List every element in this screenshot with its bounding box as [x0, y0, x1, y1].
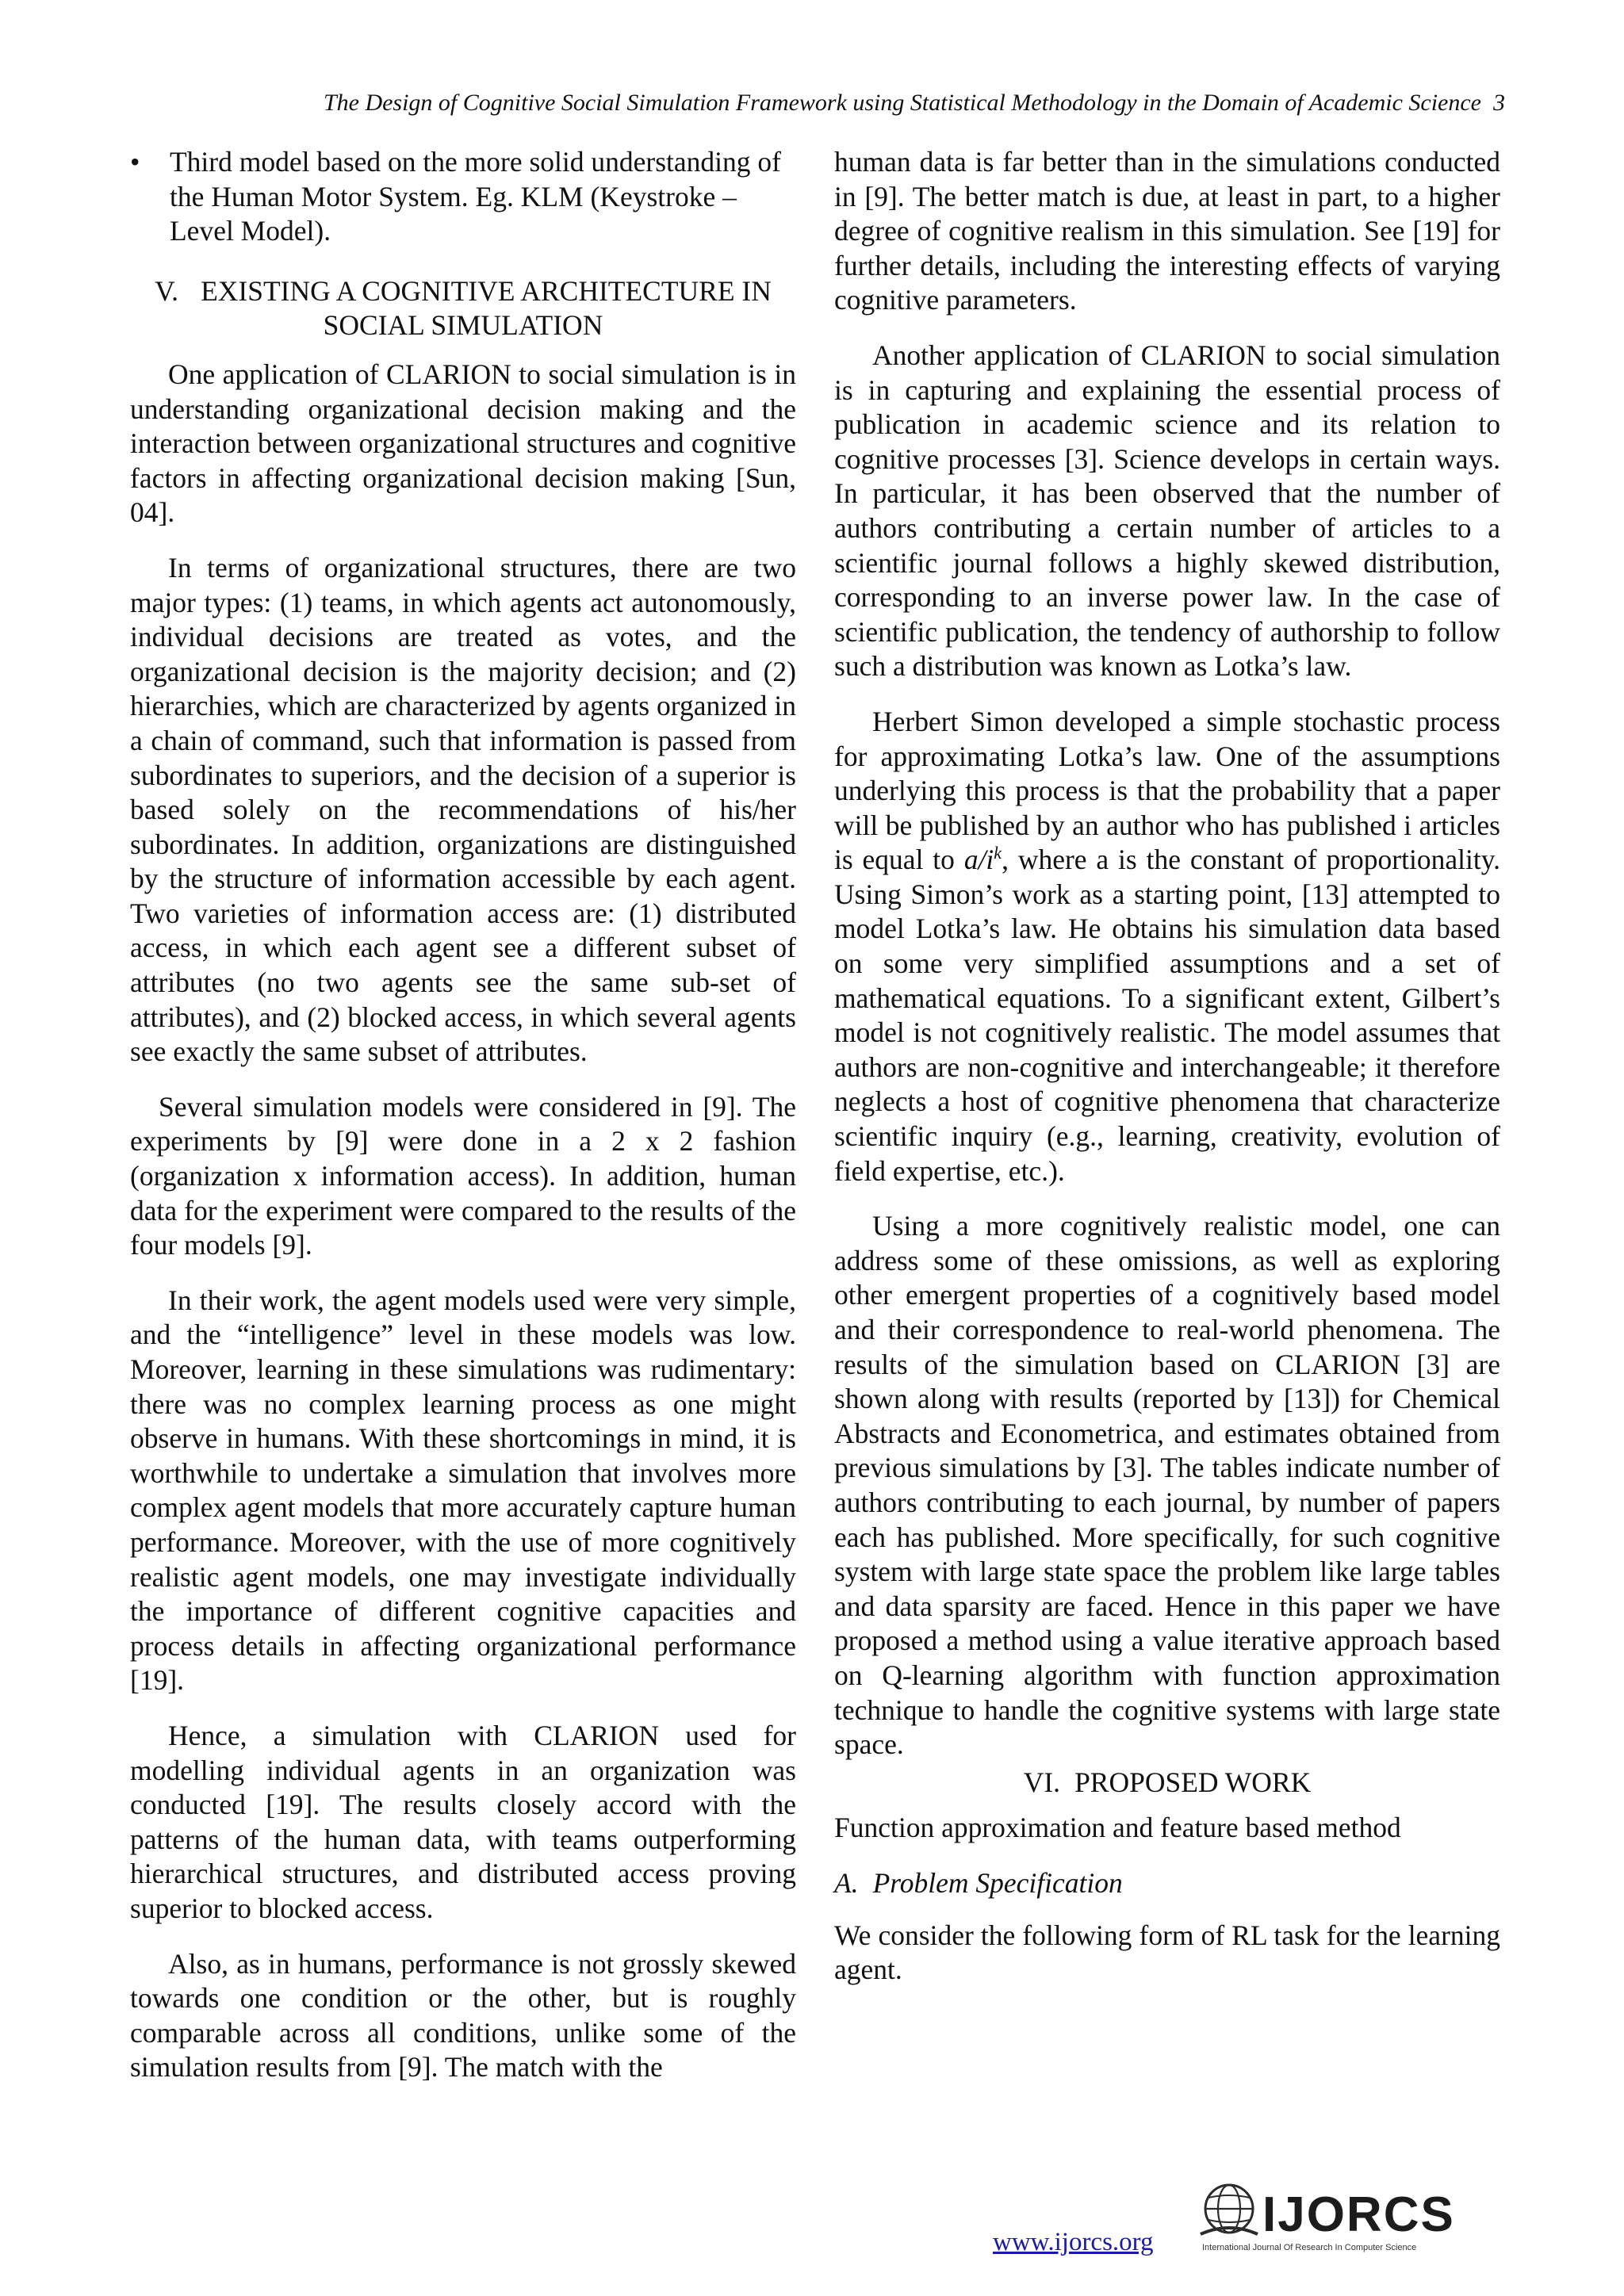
formula-exponent: k [994, 843, 1002, 863]
subsection-a-heading [834, 1866, 1500, 1901]
left-column [130, 145, 796, 2106]
section-vi-title: PROPOSED WORK [1074, 1766, 1312, 1798]
section-v-title-line2: SOCIAL SIMULATION [323, 309, 603, 342]
section-v-title-line1: EXISTING A COGNITIVE ARCHITECTURE IN [201, 274, 772, 307]
simon-text-after: , where a is the constant of proportionality. Using Simon’s work as a starting point, [13] attempted to model Lotka’s law. He obtains his simulation data based on some very simplified assumptions and a set of mathematical equations. To a significant extent, Gilbert’s model is not cognitively realistic. The model assumes that authors are non-cognitive and interchangeable; it therefore neglects a host of cognitive phenomena that characterize scientific inquiry (e.g., learning, creativity, evolution of field expertise, etc.). [834, 844, 1501, 1187]
simon-text-before: Herbert Simon developed a simple stochastic process for approximating Lotka’s law. One of the assumptions underlying this process is that the probability that a paper will be published by an author who has published i articles is equal to [834, 705, 1500, 876]
simon-paragraph [834, 705, 1500, 1188]
right-column [834, 145, 1500, 2008]
section-vi-heading [834, 1766, 1500, 1800]
logo-wordmark: IJORCS [1262, 2187, 1455, 2242]
formula [964, 844, 1002, 875]
section-vi-number: VI. [1023, 1766, 1061, 1798]
subsection-a-number: A. [834, 1866, 859, 1899]
bullet-item [130, 145, 796, 249]
journal-website-link[interactable]: www.ijorcs.org [993, 2228, 1154, 2256]
logo-tagline: International Journal Of Research In Computer Science [1202, 2243, 1417, 2252]
paragraph: We consider the following form of RL task for the learning agent. [834, 1919, 1500, 1986]
ijorcs-logo [1197, 2179, 1499, 2255]
section-v-heading [130, 274, 796, 343]
paragraph: Another application of CLARION to social simulation is in capturing and explaining the essential process of publication in academic science and its relation to cognitive processes [3]. Science develops in certain ways. In particular, it has been observed that the number of authors contributing a certain number of articles to a scientific journal follows a highly skewed distribution, corresponding to an inverse power law. In the case of scientific publication, the tendency of authorship to follow such a distribution was known as Lotka’s law. [834, 339, 1500, 683]
page-number: 3 [1493, 90, 1505, 116]
paragraph: human data is far better than in the simulations conducted in [9]. The better match is due, at least in part, to a higher degree of cognitive realism in this simulation. See [19] for further details, including the interesting effects of varying cognitive parameters. [834, 146, 1500, 316]
subsection-a-title: Problem Specification [872, 1866, 1123, 1899]
paragraph: Several simulation models were considered in [9]. The experiments by [9] were done in a 2 x 2 fashion (organization x information access). In addition, human data for the experiment were compared to the results of the four models [9]. [130, 1090, 796, 1261]
running-header [119, 90, 1505, 117]
paragraph: In their work, the agent models used were very simple, and the “intelligence” level in these models was low. Moreover, learning in these simulations was rudimentary: there was no complex learning process as one might observe in humans. With these shortcomings in mind, it is worthwhile to undertake a simulation that involves more complex agent models that more accurately capture human performance. Moreover, with the use of more cognitively realistic agent models, one may investigate individually the importance of different cognitive capacities and process details in affecting organizational performance [19]. [130, 1284, 796, 1697]
paragraph: In terms of organizational structures, there are two major types: (1) teams, in which agents act autonomously, individual decisions are treated as votes, and the organizational decision is the majority decision; and (2) hierarchies, which are characterized by agents organized in a chain of command, such that information is passed from subordinates to superiors, and the decision of a superior is based solely on the recommendations of his/her subordinates. In addition, organizations are distinguished by the structure of information accessible by each agent. Two varieties of information access are: (1) distributed access, in which each agent see a different subset of attributes (no two agents see the same sub-set of attributes), and (2) blocked access, in which several agents see exactly the same subset of attributes. [130, 551, 796, 1068]
paragraph: One application of CLARION to social simulation is in understanding organizational decision making and the interaction between organizational structures and cognitive factors in affecting organizational decision making [Sun, 04]. [130, 358, 796, 529]
paragraph: Using a more cognitively realistic model, one can address some of these omissions, as well as exploring other emergent properties of a cognitively based model and their correspondence to real-world phenomena. The results of the simulation based on CLARION [3] are shown along with results (reported by [13]) for Chemical Abstracts and Econometrica, and estimates obtained from previous simulations by [3]. The tables indicate number of authors contributing to each journal, by number of papers each has published. More specifically, for such cognitive system with large state space the problem like large tables and data sparsity are faced. Hence in this paper we have proposed a method using a value iterative approach based on Q-learning algorithm with function approximation technique to handle the cognitive systems with large state space. [834, 1210, 1500, 1761]
bullet-text: Third model based on the more solid understanding of the Human Motor System. Eg. KLM (Keystroke – Level Model). [170, 146, 781, 247]
globe-icon [1201, 2185, 1258, 2234]
function-approx-line: Function approximation and feature based method [834, 1812, 1401, 1844]
formula-base: a/i [963, 844, 994, 876]
paragraph: Hence, a simulation with CLARION used for modelling individual agents in an organization was conducted [19]. The results closely accord with the patterns of the human data, with teams outperforming hierarchical structures, and distributed access proving superior to blocked access. [130, 1719, 796, 1924]
bullet-icon: • [130, 146, 140, 178]
running-title: The Design of Cognitive Social Simulation Framework using Statistical Methodology in the Domain of Academic Science [323, 90, 1481, 116]
section-v-number: V. [155, 274, 179, 307]
paragraph: Also, as in humans, performance is not grossly skewed towards one condition or the other, but is roughly comparable across all conditions, unlike some of the simulation results from [9]. The match with the [130, 1947, 796, 2084]
